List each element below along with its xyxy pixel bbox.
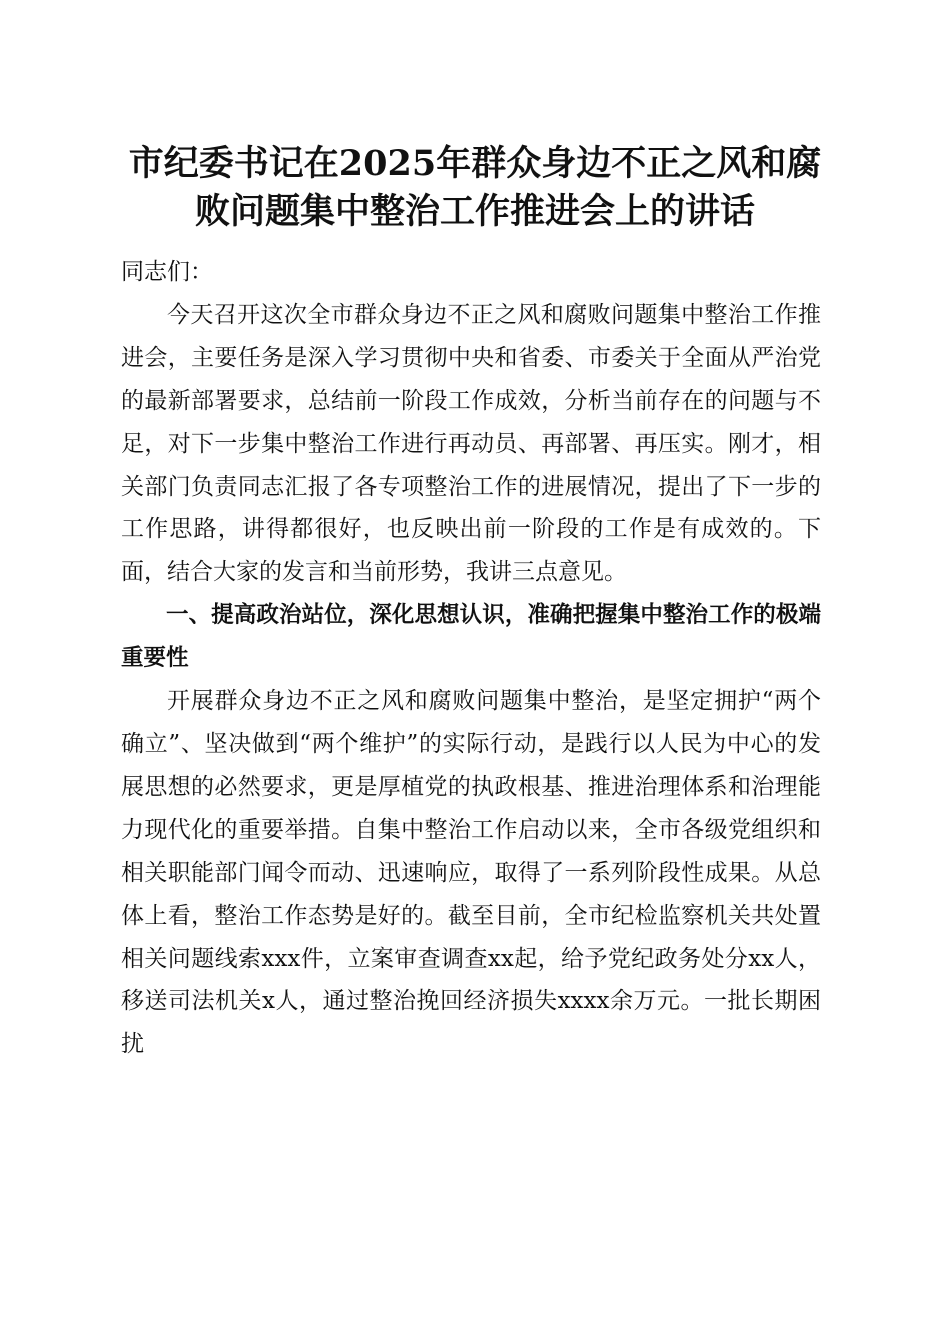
section-heading-1: 一、提高政治站位，深化思想认识，准确把握集中整治工作的极端重要性 <box>121 602 821 672</box>
document-body <box>121 251 821 1066</box>
document-title <box>100 140 850 236</box>
title-line-1: 市纪委书记在2025年群众身边不正之风和腐 <box>128 143 822 184</box>
salutation: 同志们： <box>121 259 213 285</box>
paragraph-section-1: 开展群众身边不正之风和腐败问题集中整治，是坚定拥护“两个确立”、坚决做到“两个维护”的实际行动，是践行以人民为中心的发展思想的必然要求，更是厚植党的执政根基、推进治理体系和治理能力现代化的重要举措。自集中整治工作启动以来，全市各级党组织和相关职能部门闻令而动、迅速响应，取得了一系列阶段性成果。从总体上看，整治工作态势是好的。截至目前，全市纪检监察机关共处置相关问题线索xxx件，立案审查调查xx起，给予党纪政务处分xx人，移送司法机关x人，通过整治挽回经济损失xxxx余万元。一批长期困扰 <box>121 688 821 1058</box>
paragraph-intro: 今天召开这次全市群众身边不正之风和腐败问题集中整治工作推进会，主要任务是深入学习贯彻中央和省委、市委关于全面从严治党的最新部署要求，总结前一阶段工作成效，分析当前存在的问题与不足，对下一步集中整治工作进行再动员、再部署、再压实。刚才，相关部门负责同志汇报了各专项整治工作的进展情况，提出了下一步的工作思路，讲得都很好，也反映出前一阶段的工作是有成效的。下面，结合大家的发言和当前形势，我讲三点意见。 <box>121 301 821 586</box>
title-line-2: 败问题集中整治工作推进会上的讲话 <box>194 191 755 232</box>
